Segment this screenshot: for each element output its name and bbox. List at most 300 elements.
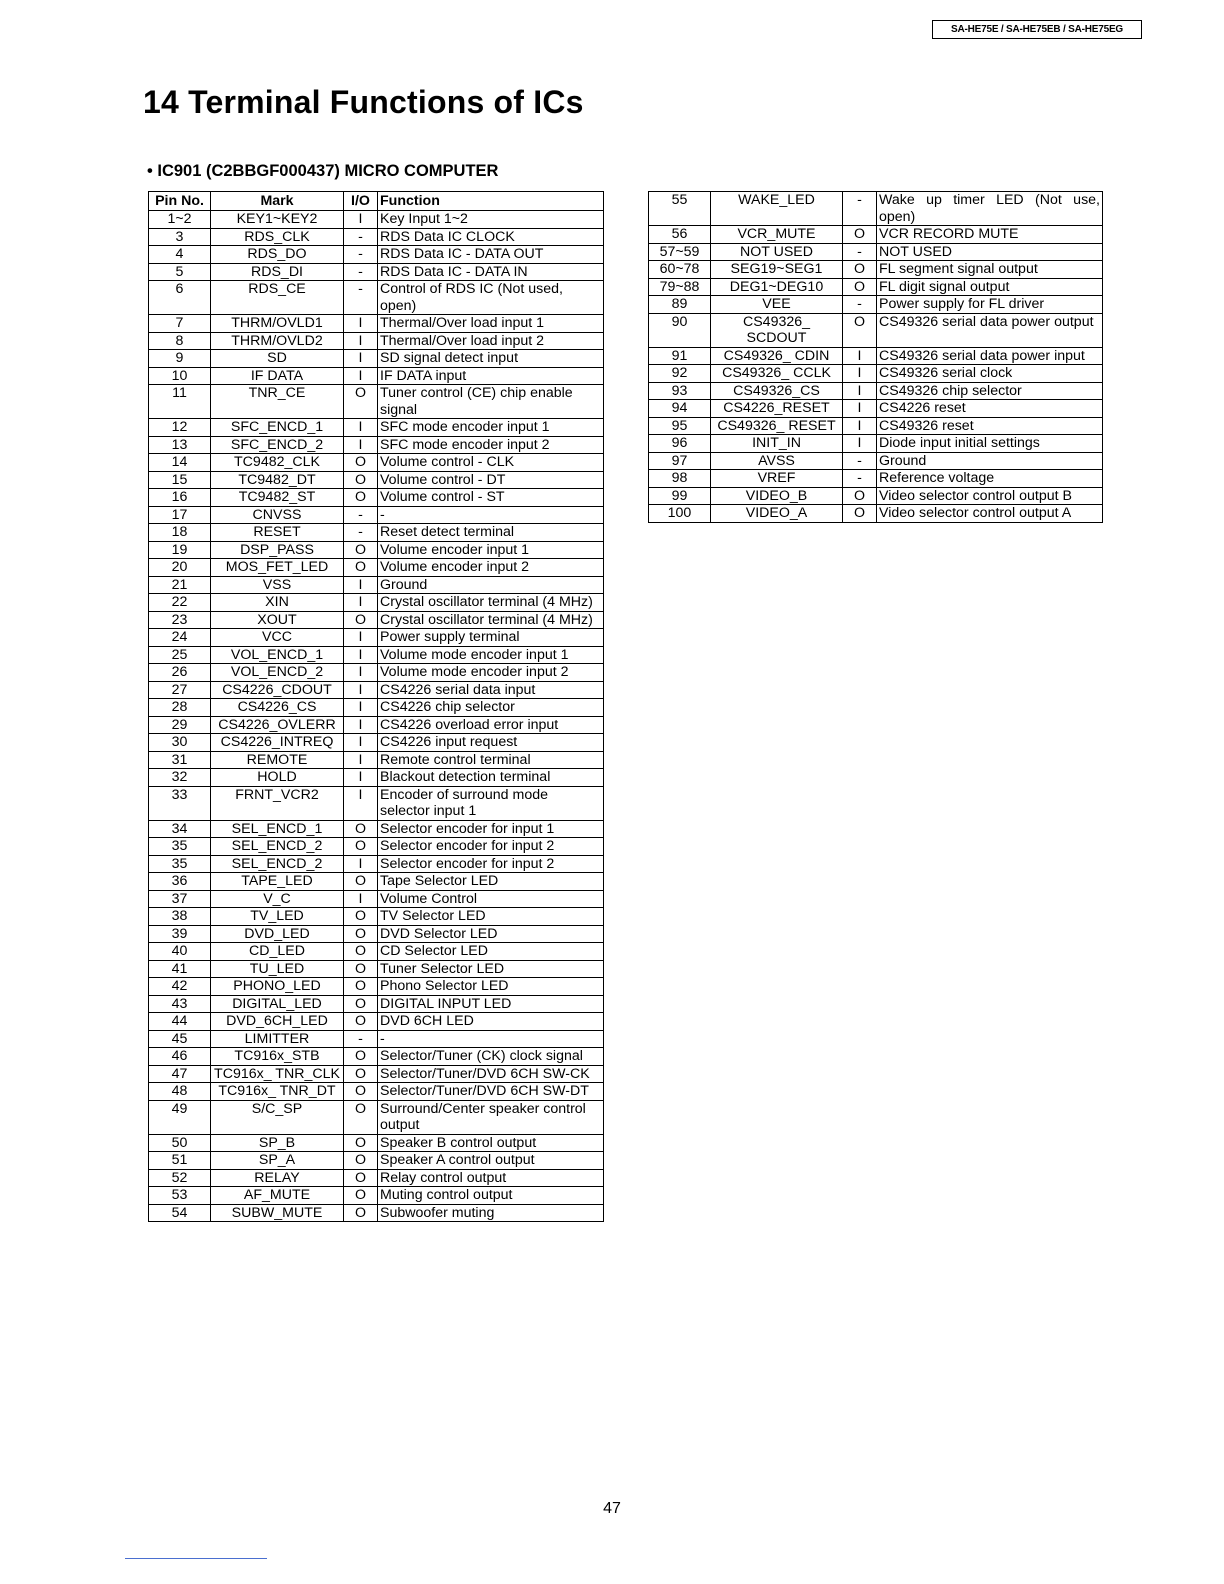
io-cell: I	[344, 699, 378, 717]
io-cell: I	[344, 594, 378, 612]
mark-cell: THRM/OVLD1	[211, 315, 344, 333]
function-cell: Phono Selector LED	[378, 978, 604, 996]
table-row	[149, 332, 604, 350]
table-row	[649, 435, 1103, 453]
pin-no-cell: 54	[149, 1204, 211, 1222]
pin-no-cell: 79~88	[649, 278, 711, 296]
table-row	[149, 978, 604, 996]
io-cell: I	[344, 629, 378, 647]
table-row	[149, 890, 604, 908]
function-cell: Ground	[877, 452, 1103, 470]
mark-cell: THRM/OVLD2	[211, 332, 344, 350]
io-cell: O	[344, 471, 378, 489]
function-cell: CS49326 chip selector	[877, 382, 1103, 400]
io-cell: O	[344, 978, 378, 996]
mark-cell: AF_MUTE	[211, 1187, 344, 1205]
mark-cell: INIT_IN	[711, 435, 843, 453]
pin-no-cell: 20	[149, 559, 211, 577]
io-cell: I	[843, 365, 877, 383]
pin-no-cell: 14	[149, 454, 211, 472]
pin-no-cell: 4	[149, 246, 211, 264]
io-cell: I	[843, 347, 877, 365]
mark-cell: XOUT	[211, 611, 344, 629]
pin-no-cell: 6	[149, 281, 211, 315]
table-row	[649, 470, 1103, 488]
io-cell: O	[344, 873, 378, 891]
io-cell: -	[344, 524, 378, 542]
pin-no-cell: 25	[149, 646, 211, 664]
mark-cell: SFC_ENCD_2	[211, 436, 344, 454]
table-row	[149, 471, 604, 489]
io-cell: I	[344, 419, 378, 437]
function-cell: CS4226 serial data input	[378, 681, 604, 699]
io-cell: O	[344, 489, 378, 507]
function-cell: Crystal oscillator terminal (4 MHz)	[378, 611, 604, 629]
function-cell: Selector encoder for input 2	[378, 838, 604, 856]
mark-cell: SEL_ENCD_2	[211, 855, 344, 873]
table-row	[149, 629, 604, 647]
io-cell: I	[344, 315, 378, 333]
pin-no-cell: 24	[149, 629, 211, 647]
function-cell: Volume control - DT	[378, 471, 604, 489]
terminal-table-left	[148, 191, 604, 1222]
table-row	[149, 1134, 604, 1152]
function-cell: Tuner Selector LED	[378, 960, 604, 978]
io-cell: -	[344, 263, 378, 281]
table-row	[149, 646, 604, 664]
io-cell: I	[344, 367, 378, 385]
table-row	[149, 211, 604, 229]
function-cell: Subwoofer muting	[378, 1204, 604, 1222]
table-row	[149, 995, 604, 1013]
mark-cell: REMOTE	[211, 751, 344, 769]
pin-no-cell: 1~2	[149, 211, 211, 229]
pin-no-cell: 100	[649, 505, 711, 523]
table-row	[149, 246, 604, 264]
table-row	[649, 505, 1103, 523]
io-cell: O	[843, 226, 877, 244]
table-row	[149, 1030, 604, 1048]
table-row	[649, 365, 1103, 383]
io-cell: O	[344, 820, 378, 838]
mark-cell: CS4226_CS	[211, 699, 344, 717]
io-cell: O	[344, 908, 378, 926]
table-row	[149, 1100, 604, 1134]
mark-cell: LIMITTER	[211, 1030, 344, 1048]
function-cell: Remote control terminal	[378, 751, 604, 769]
mark-cell: SUBW_MUTE	[211, 1204, 344, 1222]
pin-no-cell: 32	[149, 769, 211, 787]
io-cell: O	[843, 313, 877, 347]
pin-no-cell: 92	[649, 365, 711, 383]
table-row	[149, 664, 604, 682]
pin-no-cell: 42	[149, 978, 211, 996]
io-cell: -	[843, 452, 877, 470]
io-cell: I	[344, 646, 378, 664]
mark-cell: TNR_CE	[211, 385, 344, 419]
mark-cell: RDS_CLK	[211, 228, 344, 246]
pin-no-cell: 12	[149, 419, 211, 437]
mark-cell: CD_LED	[211, 943, 344, 961]
table-row	[149, 1152, 604, 1170]
io-cell: I	[344, 751, 378, 769]
pin-no-cell: 48	[149, 1083, 211, 1101]
header-pin-no: Pin No.	[149, 192, 211, 211]
pin-no-cell: 50	[149, 1134, 211, 1152]
function-cell: SFC mode encoder input 2	[378, 436, 604, 454]
mark-cell: XIN	[211, 594, 344, 612]
pin-no-cell: 5	[149, 263, 211, 281]
function-cell: Reset detect terminal	[378, 524, 604, 542]
table-row	[649, 296, 1103, 314]
table-row	[649, 243, 1103, 261]
function-cell: CS49326 serial data power input	[877, 347, 1103, 365]
table-row	[149, 489, 604, 507]
table-row	[149, 855, 604, 873]
function-cell: CS49326 serial data power output	[877, 313, 1103, 347]
pin-no-cell: 10	[149, 367, 211, 385]
bottom-divider	[125, 1558, 267, 1559]
table-row	[149, 786, 604, 820]
mark-cell: CS49326_ CDIN	[711, 347, 843, 365]
mark-cell: CS49326_ RESET	[711, 417, 843, 435]
pin-no-cell: 22	[149, 594, 211, 612]
mark-cell: SEG19~SEG1	[711, 261, 843, 279]
io-cell: O	[344, 611, 378, 629]
table-row	[149, 436, 604, 454]
table-row	[149, 943, 604, 961]
mark-cell: DVD_6CH_LED	[211, 1013, 344, 1031]
table-row	[149, 716, 604, 734]
mark-cell: CS4226_INTREQ	[211, 734, 344, 752]
table-row	[649, 400, 1103, 418]
function-cell: Video selector control output B	[877, 487, 1103, 505]
mark-cell: TC9482_CLK	[211, 454, 344, 472]
table-row	[649, 382, 1103, 400]
mark-cell: IF DATA	[211, 367, 344, 385]
header-io: I/O	[344, 192, 378, 211]
table-row	[649, 261, 1103, 279]
function-cell: CS4226 input request	[378, 734, 604, 752]
io-cell: I	[344, 734, 378, 752]
mark-cell: CS49326_ CCLK	[711, 365, 843, 383]
page-number: 47	[603, 1500, 621, 1517]
io-cell: O	[344, 385, 378, 419]
function-cell: Volume encoder input 2	[378, 559, 604, 577]
mark-cell: TC916x_ TNR_CLK	[211, 1065, 344, 1083]
io-cell: I	[344, 350, 378, 368]
pin-no-cell: 90	[649, 313, 711, 347]
mark-cell: RDS_DO	[211, 246, 344, 264]
table-row	[149, 751, 604, 769]
function-cell: Selector/Tuner (CK) clock signal	[378, 1048, 604, 1066]
table-row	[149, 1169, 604, 1187]
mark-cell: AVSS	[711, 452, 843, 470]
io-cell: I	[344, 576, 378, 594]
pin-no-cell: 18	[149, 524, 211, 542]
table-row	[149, 1065, 604, 1083]
pin-no-cell: 97	[649, 452, 711, 470]
table-row	[149, 1187, 604, 1205]
mark-cell: VEE	[711, 296, 843, 314]
header-mark: Mark	[211, 192, 344, 211]
table-row	[149, 1048, 604, 1066]
function-cell: CD Selector LED	[378, 943, 604, 961]
pin-no-cell: 29	[149, 716, 211, 734]
function-cell: CS49326 reset	[877, 417, 1103, 435]
pin-no-cell: 40	[149, 943, 211, 961]
table-row	[149, 1204, 604, 1222]
io-cell: O	[344, 960, 378, 978]
table-row	[649, 452, 1103, 470]
mark-cell: RELAY	[211, 1169, 344, 1187]
pin-no-cell: 60~78	[649, 261, 711, 279]
io-cell: I	[344, 855, 378, 873]
mark-cell: RESET	[211, 524, 344, 542]
function-cell: VCR RECORD MUTE	[877, 226, 1103, 244]
pin-no-cell: 52	[149, 1169, 211, 1187]
io-cell: I	[344, 716, 378, 734]
pin-no-cell: 13	[149, 436, 211, 454]
mark-cell: VOL_ENCD_2	[211, 664, 344, 682]
table-row	[149, 576, 604, 594]
pin-no-cell: 33	[149, 786, 211, 820]
mark-cell: CS4226_CDOUT	[211, 681, 344, 699]
mark-cell: VOL_ENCD_1	[211, 646, 344, 664]
function-cell: Volume control - CLK	[378, 454, 604, 472]
mark-cell: SP_A	[211, 1152, 344, 1170]
mark-cell: SFC_ENCD_1	[211, 419, 344, 437]
io-cell: O	[344, 559, 378, 577]
terminal-table-right	[648, 191, 1103, 523]
mark-cell: KEY1~KEY2	[211, 211, 344, 229]
io-cell: I	[843, 417, 877, 435]
io-cell: -	[344, 506, 378, 524]
function-cell: SD signal detect input	[378, 350, 604, 368]
function-cell: CS4226 overload error input	[378, 716, 604, 734]
pin-no-cell: 28	[149, 699, 211, 717]
function-cell: Surround/Center speaker control output	[378, 1100, 604, 1134]
mark-cell: HOLD	[211, 769, 344, 787]
io-cell: O	[344, 925, 378, 943]
io-cell: O	[344, 1013, 378, 1031]
pin-no-cell: 35	[149, 855, 211, 873]
pin-no-cell: 98	[649, 470, 711, 488]
function-cell: Control of RDS IC (Not used, open)	[378, 281, 604, 315]
io-cell: -	[843, 296, 877, 314]
io-cell: O	[344, 454, 378, 472]
table-row	[149, 594, 604, 612]
function-cell: Ground	[378, 576, 604, 594]
table-row	[149, 699, 604, 717]
model-header: SA-HE75E / SA-HE75EB / SA-HE75EG	[932, 20, 1142, 39]
function-cell: Selector encoder for input 1	[378, 820, 604, 838]
table-row	[149, 681, 604, 699]
table-row	[149, 960, 604, 978]
table-row	[149, 454, 604, 472]
pin-no-cell: 7	[149, 315, 211, 333]
table-row	[149, 350, 604, 368]
mark-cell: VIDEO_A	[711, 505, 843, 523]
function-cell: Reference voltage	[877, 470, 1103, 488]
function-cell: Diode input initial settings	[877, 435, 1103, 453]
pin-no-cell: 43	[149, 995, 211, 1013]
function-cell: Volume Control	[378, 890, 604, 908]
mark-cell: DVD_LED	[211, 925, 344, 943]
mark-cell: PHONO_LED	[211, 978, 344, 996]
function-cell: Encoder of surround mode selector input 1	[378, 786, 604, 820]
table-row	[649, 313, 1103, 347]
mark-cell: VIDEO_B	[711, 487, 843, 505]
mark-cell: VCR_MUTE	[711, 226, 843, 244]
table-row	[649, 192, 1103, 226]
mark-cell: SEL_ENCD_2	[211, 838, 344, 856]
io-cell: O	[344, 541, 378, 559]
function-cell: Video selector control output A	[877, 505, 1103, 523]
pin-no-cell: 34	[149, 820, 211, 838]
pin-no-cell: 16	[149, 489, 211, 507]
function-cell: Power supply terminal	[378, 629, 604, 647]
io-cell: I	[344, 436, 378, 454]
table-row	[149, 263, 604, 281]
io-cell: -	[843, 192, 877, 226]
pin-no-cell: 26	[149, 664, 211, 682]
function-cell: Volume control - ST	[378, 489, 604, 507]
io-cell: -	[344, 1030, 378, 1048]
mark-cell: TC916x_STB	[211, 1048, 344, 1066]
pin-no-cell: 45	[149, 1030, 211, 1048]
pin-no-cell: 17	[149, 506, 211, 524]
function-cell: Wake up timer LED (Not use, open)	[877, 192, 1103, 226]
mark-cell: RDS_CE	[211, 281, 344, 315]
table-row	[149, 506, 604, 524]
mark-cell: DEG1~DEG10	[711, 278, 843, 296]
io-cell: I	[344, 786, 378, 820]
pin-no-cell: 51	[149, 1152, 211, 1170]
table-row	[649, 347, 1103, 365]
pin-no-cell: 91	[649, 347, 711, 365]
function-cell: Selector encoder for input 2	[378, 855, 604, 873]
right-table-body	[649, 192, 1103, 523]
pin-no-cell: 38	[149, 908, 211, 926]
pin-no-cell: 53	[149, 1187, 211, 1205]
pin-no-cell: 94	[649, 400, 711, 418]
mark-cell: DSP_PASS	[211, 541, 344, 559]
io-cell: I	[344, 769, 378, 787]
function-cell: Blackout detection terminal	[378, 769, 604, 787]
function-cell: Selector/Tuner/DVD 6CH SW-DT	[378, 1083, 604, 1101]
io-cell: I	[843, 400, 877, 418]
function-cell: DIGITAL INPUT LED	[378, 995, 604, 1013]
io-cell: I	[344, 211, 378, 229]
mark-cell: SD	[211, 350, 344, 368]
io-cell: -	[344, 246, 378, 264]
io-cell: O	[344, 1204, 378, 1222]
io-cell: O	[344, 1169, 378, 1187]
io-cell: O	[344, 995, 378, 1013]
table-row	[149, 367, 604, 385]
table-row	[649, 226, 1103, 244]
table-row	[649, 487, 1103, 505]
mark-cell: V_C	[211, 890, 344, 908]
pin-no-cell: 95	[649, 417, 711, 435]
function-cell: Key Input 1~2	[378, 211, 604, 229]
io-cell: I	[344, 664, 378, 682]
function-cell: -	[378, 506, 604, 524]
mark-cell: VSS	[211, 576, 344, 594]
function-cell: RDS Data IC - DATA OUT	[378, 246, 604, 264]
function-cell: Volume mode encoder input 2	[378, 664, 604, 682]
mark-cell: CS4226_RESET	[711, 400, 843, 418]
io-cell: O	[344, 1048, 378, 1066]
pin-no-cell: 8	[149, 332, 211, 350]
io-cell: O	[344, 1065, 378, 1083]
pin-no-cell: 56	[649, 226, 711, 244]
pin-no-cell: 35	[149, 838, 211, 856]
pin-no-cell: 3	[149, 228, 211, 246]
mark-cell: CS4226_OVLERR	[211, 716, 344, 734]
mark-cell: CNVSS	[211, 506, 344, 524]
pin-no-cell: 44	[149, 1013, 211, 1031]
io-cell: -	[843, 470, 877, 488]
function-cell: Tuner control (CE) chip enable signal	[378, 385, 604, 419]
pin-no-cell: 27	[149, 681, 211, 699]
function-cell: -	[378, 1030, 604, 1048]
function-cell: NOT USED	[877, 243, 1103, 261]
function-cell: RDS Data IC CLOCK	[378, 228, 604, 246]
mark-cell: CS49326_CS	[711, 382, 843, 400]
mark-cell: VREF	[711, 470, 843, 488]
pin-no-cell: 99	[649, 487, 711, 505]
pin-no-cell: 21	[149, 576, 211, 594]
pin-no-cell: 96	[649, 435, 711, 453]
mark-cell: SP_B	[211, 1134, 344, 1152]
table-row	[149, 524, 604, 542]
function-cell: Tape Selector LED	[378, 873, 604, 891]
table-row	[149, 419, 604, 437]
mark-cell: VCC	[211, 629, 344, 647]
io-cell: O	[344, 1100, 378, 1134]
pin-no-cell: 36	[149, 873, 211, 891]
function-cell: FL segment signal output	[877, 261, 1103, 279]
function-cell: Crystal oscillator terminal (4 MHz)	[378, 594, 604, 612]
table-row	[149, 820, 604, 838]
pin-no-cell: 55	[649, 192, 711, 226]
mark-cell: CS49326_ SCDOUT	[711, 313, 843, 347]
function-cell: Volume mode encoder input 1	[378, 646, 604, 664]
io-cell: -	[843, 243, 877, 261]
io-cell: I	[843, 435, 877, 453]
table-row	[149, 908, 604, 926]
io-cell: O	[344, 1187, 378, 1205]
io-cell: -	[344, 228, 378, 246]
pin-no-cell: 39	[149, 925, 211, 943]
io-cell: O	[344, 838, 378, 856]
function-cell: Muting control output	[378, 1187, 604, 1205]
table-row	[149, 559, 604, 577]
mark-cell: FRNT_VCR2	[211, 786, 344, 820]
io-cell: I	[843, 382, 877, 400]
mark-cell: NOT USED	[711, 243, 843, 261]
section-subtitle: • IC901 (C2BBGF000437) MICRO COMPUTER	[147, 162, 499, 180]
mark-cell: RDS_DI	[211, 263, 344, 281]
mark-cell: TU_LED	[211, 960, 344, 978]
io-cell: O	[344, 1083, 378, 1101]
mark-cell: TC916x_ TNR_DT	[211, 1083, 344, 1101]
function-cell: Speaker B control output	[378, 1134, 604, 1152]
io-cell: O	[344, 1134, 378, 1152]
table-row	[149, 838, 604, 856]
